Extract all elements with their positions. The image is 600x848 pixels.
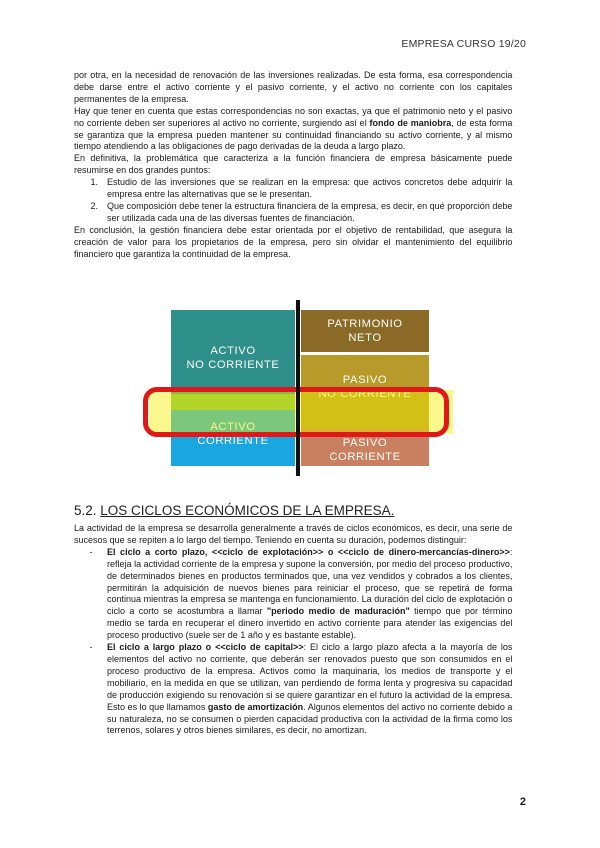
section-heading: 5.2. LOS CICLOS ECONÓMICOS DE LA EMPRESA. — [74, 503, 395, 518]
list-item: 1. Estudio de las inversiones que se realizan en la empresa: que activos concretos debe adquirir la empresa entre las alternativas que se le presentan. — [90, 177, 513, 200]
paragraph: En conclusión, la gestión financiera debe estar orientada por el objetivo de rentabilidad, que asegura la creación de valor para los propietarios de la empresa, pero sin olvidar el mantenimiento del equilibrio financiero que garantiza la continuidad de la empresa. — [74, 224, 513, 259]
paragraph: por otra, en la necesidad de renovación de las inversiones realizadas. De esta forma, esa correspondencia debe darse entre el activo corriente y el pasivo corriente, y el activo no corriente con los capitales permanentes de la empresa. — [74, 70, 513, 104]
activo-corriente-block: ACTIVO CORRIENTE — [171, 410, 295, 466]
paragraph: La actividad de la empresa se desarrolla generalmente a través de ciclos económicos, es decir, una serie de sucesos que se repiten a lo largo del tiempo. Teniendo en cuenta su duración, podemos distinguir: — [74, 523, 513, 545]
section-text — [74, 523, 512, 737]
intro-text — [74, 70, 512, 261]
balance-sheet-diagram — [171, 300, 433, 476]
patrimonio-neto-block: PATRIMONIO NETO — [301, 310, 429, 352]
bold-term: fondo de maniobra — [369, 117, 452, 128]
page-header: EMPRESA CURSO 19/20 — [401, 38, 526, 50]
bullet-item: - El ciclo a largo plazo o <<ciclo de capital>>: El ciclo a largo plazo afecta a la mayoría de los elementos del activo no corriente, que deberán ser renovados puesto que son consumidos en el proceso productivo de la empresa. Activos como la maquinaria, los medios de transporte y el mobiliario, en la medida en que se utilizan, van perdiendo de forma lenta y progresiva su capacidad de producción exigiendo su renovación si se quiere garantizar en el futuro la actividad de la empresa. Esto es lo que llamamos gasto de amortización. Algunos elementos del activo no corriente debido a su naturaleza, no se consumen o pierden capacidad productiva con la actividad de la firma como los terrenos, solares y otros bienes similares, es decir, no amortizan. — [89, 642, 513, 736]
activo-no-corriente-block: ACTIVO NO CORRIENTE — [171, 310, 295, 394]
numbered-list — [74, 177, 512, 225]
pasivo-no-corriente-block: PASIVO NO CORRIENTE — [301, 355, 429, 429]
pasivo-corriente-block: PASIVO CORRIENTE — [301, 429, 429, 466]
page-number: 2 — [519, 796, 526, 808]
paragraph: En definitiva, la problemática que caracteriza a la función financiera de empresa básicamente puede resumirse en dos grandes puntos: — [74, 153, 513, 176]
center-divider-line — [296, 300, 300, 476]
paragraph: Hay que tener en cuenta que estas correspondencias no son exactas, ya que el patrimonio neto y el pasivo no corriente deben ser superiores al activo no corriente, surgiendo así el fondo de maniobra, de esta forma se garantiza que la empresa pueden mantener su continuidad financiando su activo corriente, y al mismo tiempo atendiendo a las obligaciones de pago derivadas de la deuda a largo plazo. — [74, 105, 513, 152]
list-item: 2. Que composición debe tener la estructura financiera de la empresa, es decir, en qué proporción debe ser utilizada cada una de las diversas fuentes de financiación. — [90, 200, 513, 223]
bullet-item: - El ciclo a corto plazo, <<ciclo de explotación>> o <<ciclo de dinero-mercancías-dinero>>: refleja la actividad corriente de la empresa y supone la conversión, por medio del proceso productivo, de determinados bienes en productos terminados que, una vez vendidos y cobrados a los clientes, permitirán la adquisición de nuevos bienes para reiniciar el proceso, que se repetirá de forma continua mientras la empresa se mantenga en funcionamiento. La duración del ciclo de explotación o ciclo a corto se acostumbra a llamar "periodo medio de maduración" tiempo que por término medio se tarda en recuperar el dinero invertido en activo corriente para atender las exigencias del proceso productivo (suele ser de 1 año y es bastante estable). — [89, 546, 513, 641]
